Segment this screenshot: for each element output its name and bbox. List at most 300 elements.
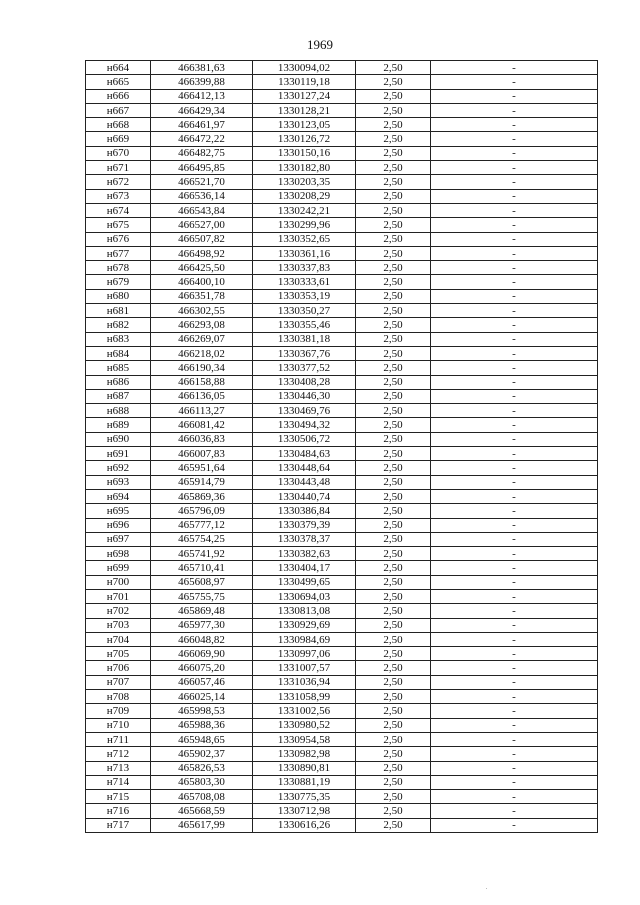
y-coordinate-cell: 1330469,76 — [253, 404, 356, 418]
table-row — [86, 232, 598, 246]
note-cell: - — [431, 304, 598, 318]
table-row — [86, 289, 598, 303]
point-id-cell: н694 — [86, 489, 151, 503]
accuracy-cell: 2,50 — [356, 790, 431, 804]
table-row — [86, 704, 598, 718]
y-coordinate-cell: 1330123,05 — [253, 118, 356, 132]
point-id-cell: н706 — [86, 661, 151, 675]
accuracy-cell: 2,50 — [356, 246, 431, 260]
y-coordinate-cell: 1330443,48 — [253, 475, 356, 489]
point-id-cell: н698 — [86, 547, 151, 561]
coordinates-table — [85, 60, 598, 833]
note-cell: - — [431, 346, 598, 360]
y-coordinate-cell: 1330126,72 — [253, 132, 356, 146]
accuracy-cell: 2,50 — [356, 575, 431, 589]
y-coordinate-cell: 1330127,24 — [253, 89, 356, 103]
x-coordinate-cell: 466302,55 — [151, 304, 253, 318]
x-coordinate-cell: 466472,22 — [151, 132, 253, 146]
x-coordinate-cell: 466461,97 — [151, 118, 253, 132]
table-row — [86, 747, 598, 761]
y-coordinate-cell: 1330361,16 — [253, 246, 356, 260]
accuracy-cell: 2,50 — [356, 489, 431, 503]
accuracy-cell: 2,50 — [356, 661, 431, 675]
accuracy-cell: 2,50 — [356, 718, 431, 732]
note-cell: - — [431, 132, 598, 146]
table-row — [86, 732, 598, 746]
x-coordinate-cell: 466482,75 — [151, 146, 253, 160]
accuracy-cell: 2,50 — [356, 232, 431, 246]
accuracy-cell: 2,50 — [356, 289, 431, 303]
y-coordinate-cell: 1330890,81 — [253, 761, 356, 775]
accuracy-cell: 2,50 — [356, 189, 431, 203]
x-coordinate-cell: 465668,59 — [151, 804, 253, 818]
scan-speck — [486, 888, 487, 889]
y-coordinate-cell: 1331058,99 — [253, 690, 356, 704]
x-coordinate-cell: 466527,00 — [151, 218, 253, 232]
y-coordinate-cell: 1330982,98 — [253, 747, 356, 761]
point-id-cell: н716 — [86, 804, 151, 818]
point-id-cell: н707 — [86, 675, 151, 689]
note-cell: - — [431, 418, 598, 432]
table-row — [86, 504, 598, 518]
note-cell: - — [431, 632, 598, 646]
y-coordinate-cell: 1330997,06 — [253, 647, 356, 661]
note-cell: - — [431, 718, 598, 732]
accuracy-cell: 2,50 — [356, 618, 431, 632]
x-coordinate-cell: 465977,30 — [151, 618, 253, 632]
table-row — [86, 432, 598, 446]
point-id-cell: н683 — [86, 332, 151, 346]
accuracy-cell: 2,50 — [356, 332, 431, 346]
table-row — [86, 246, 598, 260]
note-cell: - — [431, 489, 598, 503]
table-row — [86, 218, 598, 232]
table-row — [86, 132, 598, 146]
x-coordinate-cell: 466190,34 — [151, 361, 253, 375]
point-id-cell: н686 — [86, 375, 151, 389]
accuracy-cell: 2,50 — [356, 261, 431, 275]
table-row — [86, 647, 598, 661]
table-row — [86, 547, 598, 561]
note-cell: - — [431, 690, 598, 704]
note-cell: - — [431, 203, 598, 217]
y-coordinate-cell: 1330353,19 — [253, 289, 356, 303]
x-coordinate-cell: 465914,79 — [151, 475, 253, 489]
point-id-cell: н690 — [86, 432, 151, 446]
table-row — [86, 389, 598, 403]
point-id-cell: н681 — [86, 304, 151, 318]
note-cell: - — [431, 804, 598, 818]
note-cell: - — [431, 118, 598, 132]
point-id-cell: н673 — [86, 189, 151, 203]
x-coordinate-cell: 466536,14 — [151, 189, 253, 203]
note-cell: - — [431, 175, 598, 189]
y-coordinate-cell: 1331036,94 — [253, 675, 356, 689]
table-row — [86, 775, 598, 789]
y-coordinate-cell: 1330377,52 — [253, 361, 356, 375]
note-cell: - — [431, 275, 598, 289]
point-id-cell: н704 — [86, 632, 151, 646]
table-row — [86, 518, 598, 532]
y-coordinate-cell: 1330408,28 — [253, 375, 356, 389]
x-coordinate-cell: 466521,70 — [151, 175, 253, 189]
point-id-cell: н669 — [86, 132, 151, 146]
y-coordinate-cell: 1330299,96 — [253, 218, 356, 232]
x-coordinate-cell: 465796,09 — [151, 504, 253, 518]
point-id-cell: н682 — [86, 318, 151, 332]
x-coordinate-cell: 466081,42 — [151, 418, 253, 432]
accuracy-cell: 2,50 — [356, 218, 431, 232]
y-coordinate-cell: 1330367,76 — [253, 346, 356, 360]
point-id-cell: н689 — [86, 418, 151, 432]
point-id-cell: н685 — [86, 361, 151, 375]
y-coordinate-cell: 1330813,08 — [253, 604, 356, 618]
x-coordinate-cell: 465803,30 — [151, 775, 253, 789]
accuracy-cell: 2,50 — [356, 75, 431, 89]
table-row — [86, 175, 598, 189]
note-cell: - — [431, 389, 598, 403]
accuracy-cell: 2,50 — [356, 375, 431, 389]
accuracy-cell: 2,50 — [356, 747, 431, 761]
accuracy-cell: 2,50 — [356, 604, 431, 618]
note-cell: - — [431, 775, 598, 789]
note-cell: - — [431, 61, 598, 75]
accuracy-cell: 2,50 — [356, 775, 431, 789]
table-row — [86, 332, 598, 346]
accuracy-cell: 2,50 — [356, 175, 431, 189]
note-cell: - — [431, 261, 598, 275]
accuracy-cell: 2,50 — [356, 318, 431, 332]
accuracy-cell: 2,50 — [356, 103, 431, 117]
table-row — [86, 304, 598, 318]
accuracy-cell: 2,50 — [356, 275, 431, 289]
y-coordinate-cell: 1330694,03 — [253, 589, 356, 603]
note-cell: - — [431, 818, 598, 832]
table-row — [86, 489, 598, 503]
page-number: 1969 — [307, 37, 333, 52]
coordinates-table-body — [86, 61, 598, 833]
accuracy-cell: 2,50 — [356, 704, 431, 718]
table-row — [86, 318, 598, 332]
point-id-cell: н705 — [86, 647, 151, 661]
note-cell: - — [431, 790, 598, 804]
note-cell: - — [431, 432, 598, 446]
table-row — [86, 618, 598, 632]
point-id-cell: н699 — [86, 561, 151, 575]
y-coordinate-cell: 1330203,35 — [253, 175, 356, 189]
accuracy-cell: 2,50 — [356, 203, 431, 217]
y-coordinate-cell: 1331002,56 — [253, 704, 356, 718]
accuracy-cell: 2,50 — [356, 389, 431, 403]
accuracy-cell: 2,50 — [356, 632, 431, 646]
x-coordinate-cell: 466543,84 — [151, 203, 253, 217]
note-cell: - — [431, 375, 598, 389]
note-cell: - — [431, 218, 598, 232]
accuracy-cell: 2,50 — [356, 547, 431, 561]
point-id-cell: н688 — [86, 404, 151, 418]
y-coordinate-cell: 1330242,21 — [253, 203, 356, 217]
point-id-cell: н697 — [86, 532, 151, 546]
y-coordinate-cell: 1330379,39 — [253, 518, 356, 532]
note-cell: - — [431, 747, 598, 761]
y-coordinate-cell: 1330929,69 — [253, 618, 356, 632]
note-cell: - — [431, 161, 598, 175]
x-coordinate-cell: 466007,83 — [151, 447, 253, 461]
point-id-cell: н678 — [86, 261, 151, 275]
x-coordinate-cell: 466048,82 — [151, 632, 253, 646]
y-coordinate-cell: 1330499,65 — [253, 575, 356, 589]
accuracy-cell: 2,50 — [356, 761, 431, 775]
x-coordinate-cell: 465617,99 — [151, 818, 253, 832]
note-cell: - — [431, 146, 598, 160]
table-row — [86, 346, 598, 360]
x-coordinate-cell: 466381,63 — [151, 61, 253, 75]
y-coordinate-cell: 1330337,83 — [253, 261, 356, 275]
point-id-cell: н665 — [86, 75, 151, 89]
y-coordinate-cell: 1330712,98 — [253, 804, 356, 818]
note-cell: - — [431, 361, 598, 375]
point-id-cell: н701 — [86, 589, 151, 603]
point-id-cell: н696 — [86, 518, 151, 532]
x-coordinate-cell: 466399,88 — [151, 75, 253, 89]
y-coordinate-cell: 1330954,58 — [253, 732, 356, 746]
x-coordinate-cell: 466218,02 — [151, 346, 253, 360]
point-id-cell: н702 — [86, 604, 151, 618]
point-id-cell: н679 — [86, 275, 151, 289]
y-coordinate-cell: 1330182,80 — [253, 161, 356, 175]
table-row — [86, 604, 598, 618]
accuracy-cell: 2,50 — [356, 61, 431, 75]
point-id-cell: н670 — [86, 146, 151, 160]
y-coordinate-cell: 1331007,57 — [253, 661, 356, 675]
note-cell: - — [431, 461, 598, 475]
point-id-cell: н703 — [86, 618, 151, 632]
table-row — [86, 675, 598, 689]
y-coordinate-cell: 1330381,18 — [253, 332, 356, 346]
accuracy-cell: 2,50 — [356, 561, 431, 575]
note-cell: - — [431, 547, 598, 561]
x-coordinate-cell: 466075,20 — [151, 661, 253, 675]
table-row — [86, 146, 598, 160]
x-coordinate-cell: 466069,90 — [151, 647, 253, 661]
note-cell: - — [431, 404, 598, 418]
y-coordinate-cell: 1330616,26 — [253, 818, 356, 832]
y-coordinate-cell: 1330980,52 — [253, 718, 356, 732]
accuracy-cell: 2,50 — [356, 447, 431, 461]
note-cell: - — [431, 518, 598, 532]
point-id-cell: н668 — [86, 118, 151, 132]
x-coordinate-cell: 466293,08 — [151, 318, 253, 332]
accuracy-cell: 2,50 — [356, 404, 431, 418]
table-row — [86, 118, 598, 132]
point-id-cell: н684 — [86, 346, 151, 360]
note-cell: - — [431, 732, 598, 746]
table-row — [86, 203, 598, 217]
accuracy-cell: 2,50 — [356, 518, 431, 532]
note-cell: - — [431, 589, 598, 603]
table-row — [86, 690, 598, 704]
point-id-cell: н664 — [86, 61, 151, 75]
y-coordinate-cell: 1330094,02 — [253, 61, 356, 75]
accuracy-cell: 2,50 — [356, 475, 431, 489]
x-coordinate-cell: 466507,82 — [151, 232, 253, 246]
point-id-cell: н691 — [86, 447, 151, 461]
table-row — [86, 418, 598, 432]
point-id-cell: н714 — [86, 775, 151, 789]
y-coordinate-cell: 1330150,16 — [253, 146, 356, 160]
x-coordinate-cell: 465754,25 — [151, 532, 253, 546]
note-cell: - — [431, 475, 598, 489]
x-coordinate-cell: 465741,92 — [151, 547, 253, 561]
note-cell: - — [431, 618, 598, 632]
table-row — [86, 375, 598, 389]
x-coordinate-cell: 465951,64 — [151, 461, 253, 475]
x-coordinate-cell: 465608,97 — [151, 575, 253, 589]
x-coordinate-cell: 465998,53 — [151, 704, 253, 718]
x-coordinate-cell: 465826,53 — [151, 761, 253, 775]
table-row — [86, 790, 598, 804]
accuracy-cell: 2,50 — [356, 589, 431, 603]
accuracy-cell: 2,50 — [356, 732, 431, 746]
x-coordinate-cell: 466136,05 — [151, 389, 253, 403]
table-row — [86, 75, 598, 89]
table-row — [86, 275, 598, 289]
accuracy-cell: 2,50 — [356, 532, 431, 546]
note-cell: - — [431, 289, 598, 303]
point-id-cell: н671 — [86, 161, 151, 175]
point-id-cell: н695 — [86, 504, 151, 518]
table-row — [86, 161, 598, 175]
point-id-cell: н715 — [86, 790, 151, 804]
y-coordinate-cell: 1330386,84 — [253, 504, 356, 518]
x-coordinate-cell: 466425,50 — [151, 261, 253, 275]
x-coordinate-cell: 466498,92 — [151, 246, 253, 260]
accuracy-cell: 2,50 — [356, 647, 431, 661]
accuracy-cell: 2,50 — [356, 146, 431, 160]
table-row — [86, 632, 598, 646]
x-coordinate-cell: 466158,88 — [151, 375, 253, 389]
point-id-cell: н676 — [86, 232, 151, 246]
x-coordinate-cell: 466495,85 — [151, 161, 253, 175]
x-coordinate-cell: 465708,08 — [151, 790, 253, 804]
point-id-cell: н717 — [86, 818, 151, 832]
table-row — [86, 61, 598, 75]
point-id-cell: н672 — [86, 175, 151, 189]
note-cell: - — [431, 75, 598, 89]
accuracy-cell: 2,50 — [356, 89, 431, 103]
y-coordinate-cell: 1330382,63 — [253, 547, 356, 561]
y-coordinate-cell: 1330208,29 — [253, 189, 356, 203]
y-coordinate-cell: 1330119,18 — [253, 75, 356, 89]
table-row — [86, 447, 598, 461]
x-coordinate-cell: 465710,41 — [151, 561, 253, 575]
note-cell: - — [431, 103, 598, 117]
table-row — [86, 661, 598, 675]
accuracy-cell: 2,50 — [356, 461, 431, 475]
accuracy-cell: 2,50 — [356, 304, 431, 318]
accuracy-cell: 2,50 — [356, 346, 431, 360]
note-cell: - — [431, 332, 598, 346]
y-coordinate-cell: 1330506,72 — [253, 432, 356, 446]
table-row — [86, 261, 598, 275]
x-coordinate-cell: 466025,14 — [151, 690, 253, 704]
x-coordinate-cell: 466057,46 — [151, 675, 253, 689]
y-coordinate-cell: 1330378,37 — [253, 532, 356, 546]
accuracy-cell: 2,50 — [356, 361, 431, 375]
point-id-cell: н710 — [86, 718, 151, 732]
x-coordinate-cell: 466113,27 — [151, 404, 253, 418]
note-cell: - — [431, 532, 598, 546]
table-row — [86, 589, 598, 603]
y-coordinate-cell: 1330350,27 — [253, 304, 356, 318]
point-id-cell: н667 — [86, 103, 151, 117]
x-coordinate-cell: 465869,36 — [151, 489, 253, 503]
note-cell: - — [431, 246, 598, 260]
x-coordinate-cell: 465777,12 — [151, 518, 253, 532]
accuracy-cell: 2,50 — [356, 804, 431, 818]
point-id-cell: н713 — [86, 761, 151, 775]
point-id-cell: н700 — [86, 575, 151, 589]
point-id-cell: н674 — [86, 203, 151, 217]
y-coordinate-cell: 1330333,61 — [253, 275, 356, 289]
note-cell: - — [431, 89, 598, 103]
x-coordinate-cell: 465902,37 — [151, 747, 253, 761]
accuracy-cell: 2,50 — [356, 418, 431, 432]
table-row — [86, 561, 598, 575]
x-coordinate-cell: 466036,83 — [151, 432, 253, 446]
note-cell: - — [431, 647, 598, 661]
y-coordinate-cell: 1330484,63 — [253, 447, 356, 461]
accuracy-cell: 2,50 — [356, 118, 431, 132]
note-cell: - — [431, 504, 598, 518]
x-coordinate-cell: 465988,36 — [151, 718, 253, 732]
y-coordinate-cell: 1330128,21 — [253, 103, 356, 117]
y-coordinate-cell: 1330404,17 — [253, 561, 356, 575]
x-coordinate-cell: 465869,48 — [151, 604, 253, 618]
note-cell: - — [431, 604, 598, 618]
point-id-cell: н712 — [86, 747, 151, 761]
accuracy-cell: 2,50 — [356, 690, 431, 704]
note-cell: - — [431, 232, 598, 246]
y-coordinate-cell: 1330355,46 — [253, 318, 356, 332]
table-row — [86, 461, 598, 475]
point-id-cell: н711 — [86, 732, 151, 746]
accuracy-cell: 2,50 — [356, 504, 431, 518]
note-cell: - — [431, 704, 598, 718]
point-id-cell: н708 — [86, 690, 151, 704]
note-cell: - — [431, 318, 598, 332]
note-cell: - — [431, 189, 598, 203]
table-row — [86, 761, 598, 775]
accuracy-cell: 2,50 — [356, 432, 431, 446]
point-id-cell: н687 — [86, 389, 151, 403]
note-cell: - — [431, 561, 598, 575]
x-coordinate-cell: 466412,13 — [151, 89, 253, 103]
table-row — [86, 804, 598, 818]
point-id-cell: н666 — [86, 89, 151, 103]
x-coordinate-cell: 466400,10 — [151, 275, 253, 289]
accuracy-cell: 2,50 — [356, 818, 431, 832]
point-id-cell: н709 — [86, 704, 151, 718]
table-row — [86, 475, 598, 489]
point-id-cell: н680 — [86, 289, 151, 303]
x-coordinate-cell: 466351,78 — [151, 289, 253, 303]
y-coordinate-cell: 1330494,32 — [253, 418, 356, 432]
note-cell: - — [431, 675, 598, 689]
table-row — [86, 89, 598, 103]
table-row — [86, 103, 598, 117]
note-cell: - — [431, 575, 598, 589]
